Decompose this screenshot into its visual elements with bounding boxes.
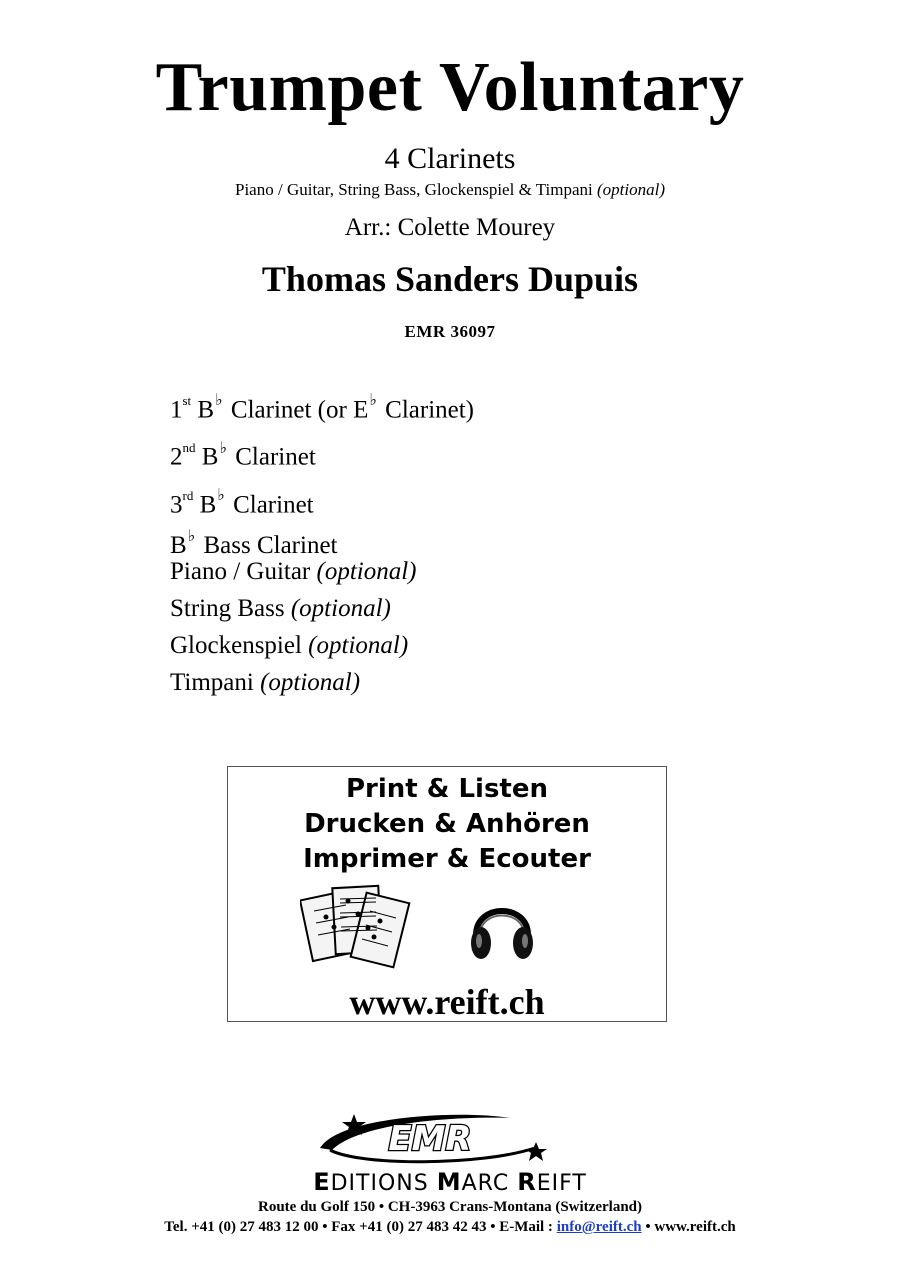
clarinet-parts-list bbox=[170, 385, 474, 568]
arranger: Arr.: Colette Mourey bbox=[344, 214, 556, 241]
contact-phone-fax: Tel. +41 (0) 27 483 12 00 • Fax +41 (0) 27 483 42 43 • E-Mail : bbox=[164, 1219, 553, 1235]
instruments-optional-note: (optional) bbox=[597, 180, 665, 199]
optional-part bbox=[170, 590, 417, 627]
email-link[interactable]: info@reift.ch bbox=[556, 1219, 642, 1235]
part-label: Clarinet bbox=[235, 443, 316, 471]
part-label: Bass Clarinet bbox=[203, 531, 338, 559]
promo-url[interactable]: www.reift.ch bbox=[349, 982, 545, 1022]
optional-part bbox=[170, 627, 417, 664]
flat-icon: ♭ bbox=[369, 392, 377, 410]
key-letter: B bbox=[170, 531, 187, 559]
headphones-icon bbox=[466, 889, 538, 969]
part-label: Clarinet (or E bbox=[230, 396, 369, 424]
publisher-name-part: EIFT bbox=[536, 1171, 587, 1196]
contact-website: • www.reift.ch bbox=[645, 1219, 736, 1235]
part-label: Clarinet bbox=[233, 490, 314, 518]
flat-icon: ♭ bbox=[215, 392, 223, 410]
optional-part bbox=[170, 553, 417, 590]
sheet-music-icon bbox=[300, 881, 412, 971]
promo-line-en: Print & Listen bbox=[345, 774, 549, 804]
part-label-cont: Clarinet) bbox=[385, 396, 475, 424]
flat-icon: ♭ bbox=[217, 486, 225, 504]
part-label: String Bass bbox=[170, 595, 285, 622]
instruments-line bbox=[0, 180, 900, 200]
part-3 bbox=[170, 480, 474, 527]
publisher-address: Route du Golf 150 • CH-3963 Crans-Montana (Switzerland) bbox=[258, 1199, 642, 1215]
print-listen-box bbox=[227, 766, 667, 1022]
ordinal-suffix: nd bbox=[182, 440, 196, 456]
catalog-number: EMR 36097 bbox=[404, 322, 496, 341]
part-number: 2 bbox=[170, 443, 183, 471]
part-2 bbox=[170, 432, 474, 479]
instruments-list: Piano / Guitar, String Bass, Glockenspiel & Timpani bbox=[235, 180, 593, 199]
key-letter: B bbox=[197, 396, 215, 424]
optional-note: (optional) bbox=[308, 632, 409, 659]
promo-icons bbox=[228, 881, 666, 977]
optional-note: (optional) bbox=[316, 558, 417, 585]
optional-parts-list bbox=[170, 553, 417, 701]
part-label: Glockenspiel bbox=[170, 632, 302, 659]
flat-icon: ♭ bbox=[187, 527, 196, 545]
promo-line-fr: Imprimer & Ecouter bbox=[303, 844, 591, 874]
ensemble-subtitle: 4 Clarinets bbox=[384, 142, 516, 175]
publisher-contact bbox=[0, 1219, 900, 1236]
publisher-name-part: E bbox=[313, 1168, 331, 1196]
ordinal-suffix: st bbox=[182, 393, 192, 408]
publisher-name-part: ARC bbox=[461, 1171, 518, 1196]
publisher-name-part: R bbox=[517, 1168, 537, 1196]
promo-line-de: Drucken & Anhören bbox=[304, 809, 590, 839]
composer: Thomas Sanders Dupuis bbox=[261, 259, 639, 299]
emr-logo-icon bbox=[310, 1108, 550, 1170]
part-1 bbox=[170, 385, 474, 432]
optional-part bbox=[170, 664, 417, 701]
piece-title: Trumpet Voluntary bbox=[155, 49, 745, 126]
publisher-name-part: DITIONS bbox=[330, 1171, 437, 1196]
ordinal-suffix: rd bbox=[182, 487, 194, 503]
key-letter: B bbox=[201, 443, 219, 471]
key-letter: B bbox=[199, 490, 217, 518]
optional-note: (optional) bbox=[260, 669, 361, 696]
optional-note: (optional) bbox=[290, 595, 391, 622]
publisher-name bbox=[0, 1168, 900, 1196]
part-label: Piano / Guitar bbox=[170, 558, 311, 585]
flat-icon: ♭ bbox=[219, 439, 227, 457]
part-number: 1 bbox=[170, 396, 183, 424]
part-label: Timpani bbox=[170, 669, 254, 696]
publisher-name-part: M bbox=[436, 1168, 462, 1196]
logo-text: EMR bbox=[388, 1119, 472, 1159]
part-number: 3 bbox=[170, 490, 183, 518]
